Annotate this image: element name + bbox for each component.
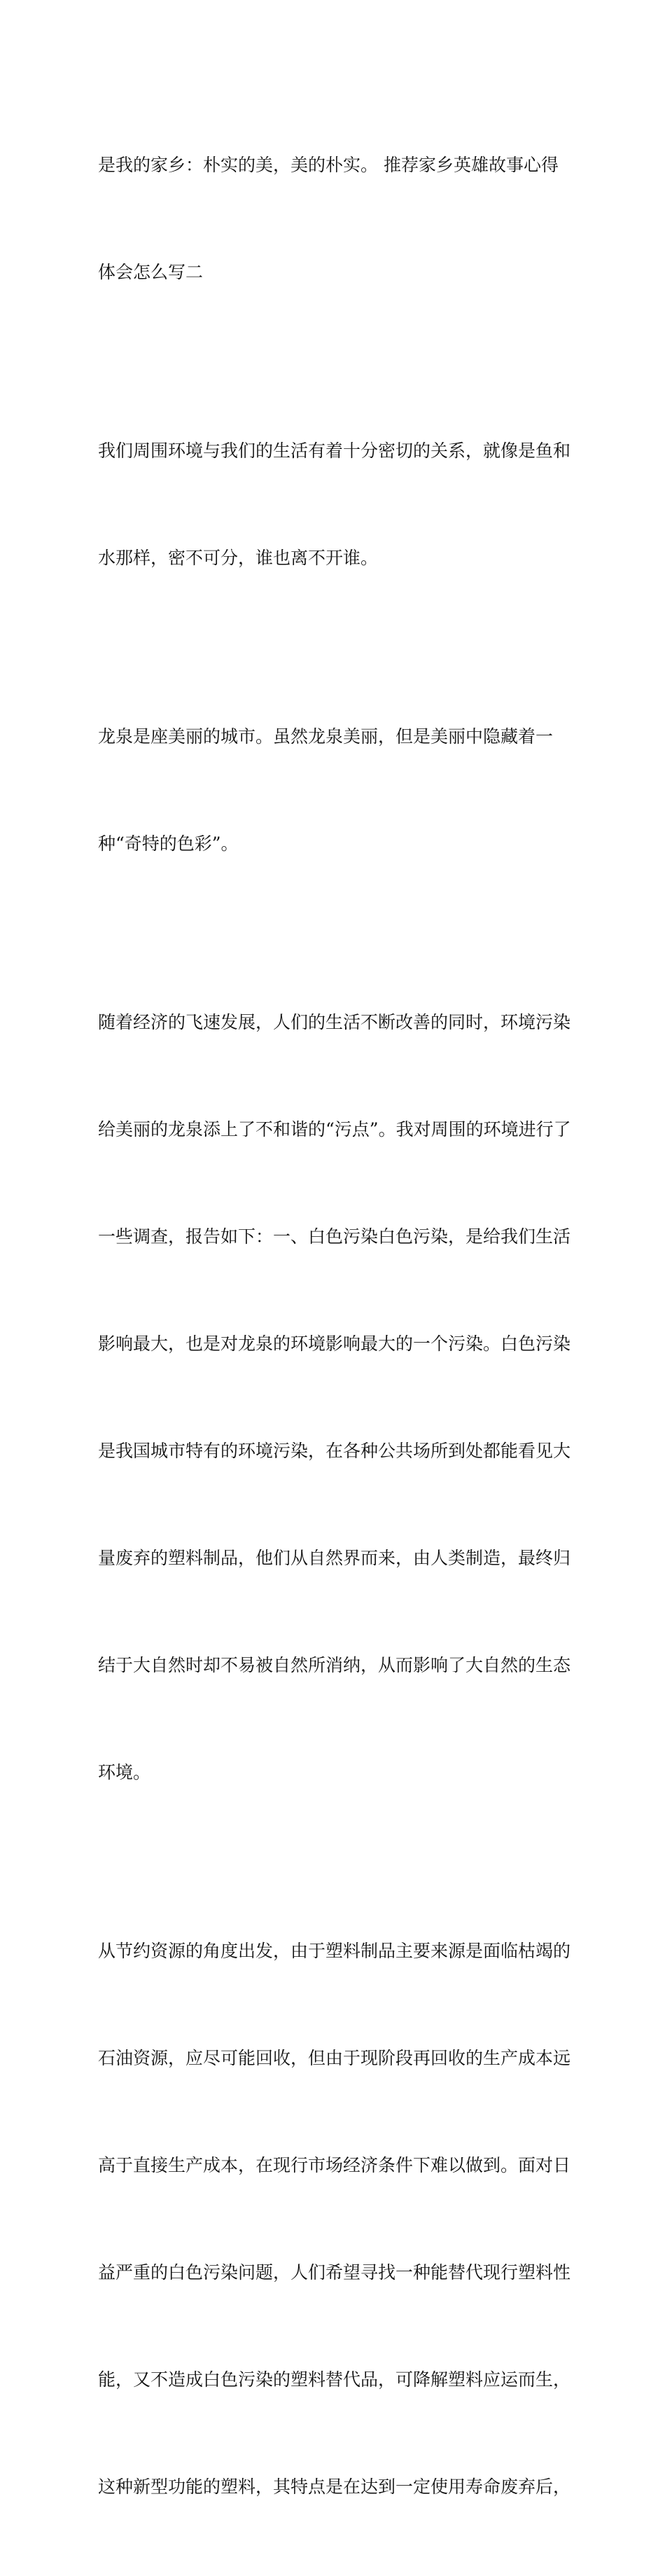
text-line: 给美丽的龙泉添上了不和谐的“污点”。我对周围的环境进行了 (98, 1119, 571, 1140)
text-line: 高于直接生产成本，在现行市场经济条件下难以做到。面对日 (98, 2155, 571, 2175)
paragraph-4 (98, 933, 571, 1862)
text-line: 一些调查，报告如下：一、白色污染白色污染，是给我们生活 (98, 1226, 571, 1247)
paragraph-1 (98, 76, 567, 361)
text-line: 石油资源，应尽可能回收，但由于现阶段再回收的生产成本远 (98, 2048, 571, 2068)
text-line: 随着经济的飞速发展，人们的生活不断改善的同时，环境污染 (98, 1012, 571, 1032)
text-line: 能，又不造成白色污染的塑料替代品，可降解塑料应运而生， (98, 2369, 571, 2390)
text-line: 环境。 (98, 1762, 151, 1782)
text-line: 影响最大，也是对龙泉的环境影响最大的一个污染。白色污染 (98, 1334, 571, 1354)
text-line: 我们周围环境与我们的生活有着十分密切的关系，就像是鱼和 (98, 441, 571, 461)
text-line: 这种新型功能的塑料，其特点是在达到一定使用寿命废弃后， (98, 2477, 571, 2497)
paragraph-3 (98, 647, 567, 933)
text-line: 龙泉是座美丽的城市。虽然龙泉美丽，但是美丽中隐藏着一 (98, 726, 554, 747)
text-line: 是我的家乡：朴实的美，美的朴实。 推荐家乡英雄故事心得 (98, 155, 559, 175)
text-line: 水那样，密不可分，谁也离不开谁。 (98, 548, 379, 568)
text-line: 量废弃的塑料制品，他们从自然界而来，由人类制造，最终归 (98, 1548, 571, 1568)
text-line: 体会怎么写二 (98, 262, 204, 282)
text-line: 种“奇特的色彩”。 (98, 833, 239, 854)
text-line: 是我国城市特有的环境污染，在各种公共场所到处都能看见大 (98, 1441, 571, 1461)
text-line: 结于大自然时却不易被自然所消纳，从而影响了大自然的生态 (98, 1655, 571, 1675)
paragraph-5 (98, 1862, 571, 2576)
paragraph-2 (98, 361, 571, 647)
text-line: 益严重的白色污染问题，人们希望寻找一种能替代现行塑料性 (98, 2262, 571, 2283)
text-line: 从节约资源的角度出发，由于塑料制品主要来源是面临枯竭的 (98, 1941, 571, 1961)
